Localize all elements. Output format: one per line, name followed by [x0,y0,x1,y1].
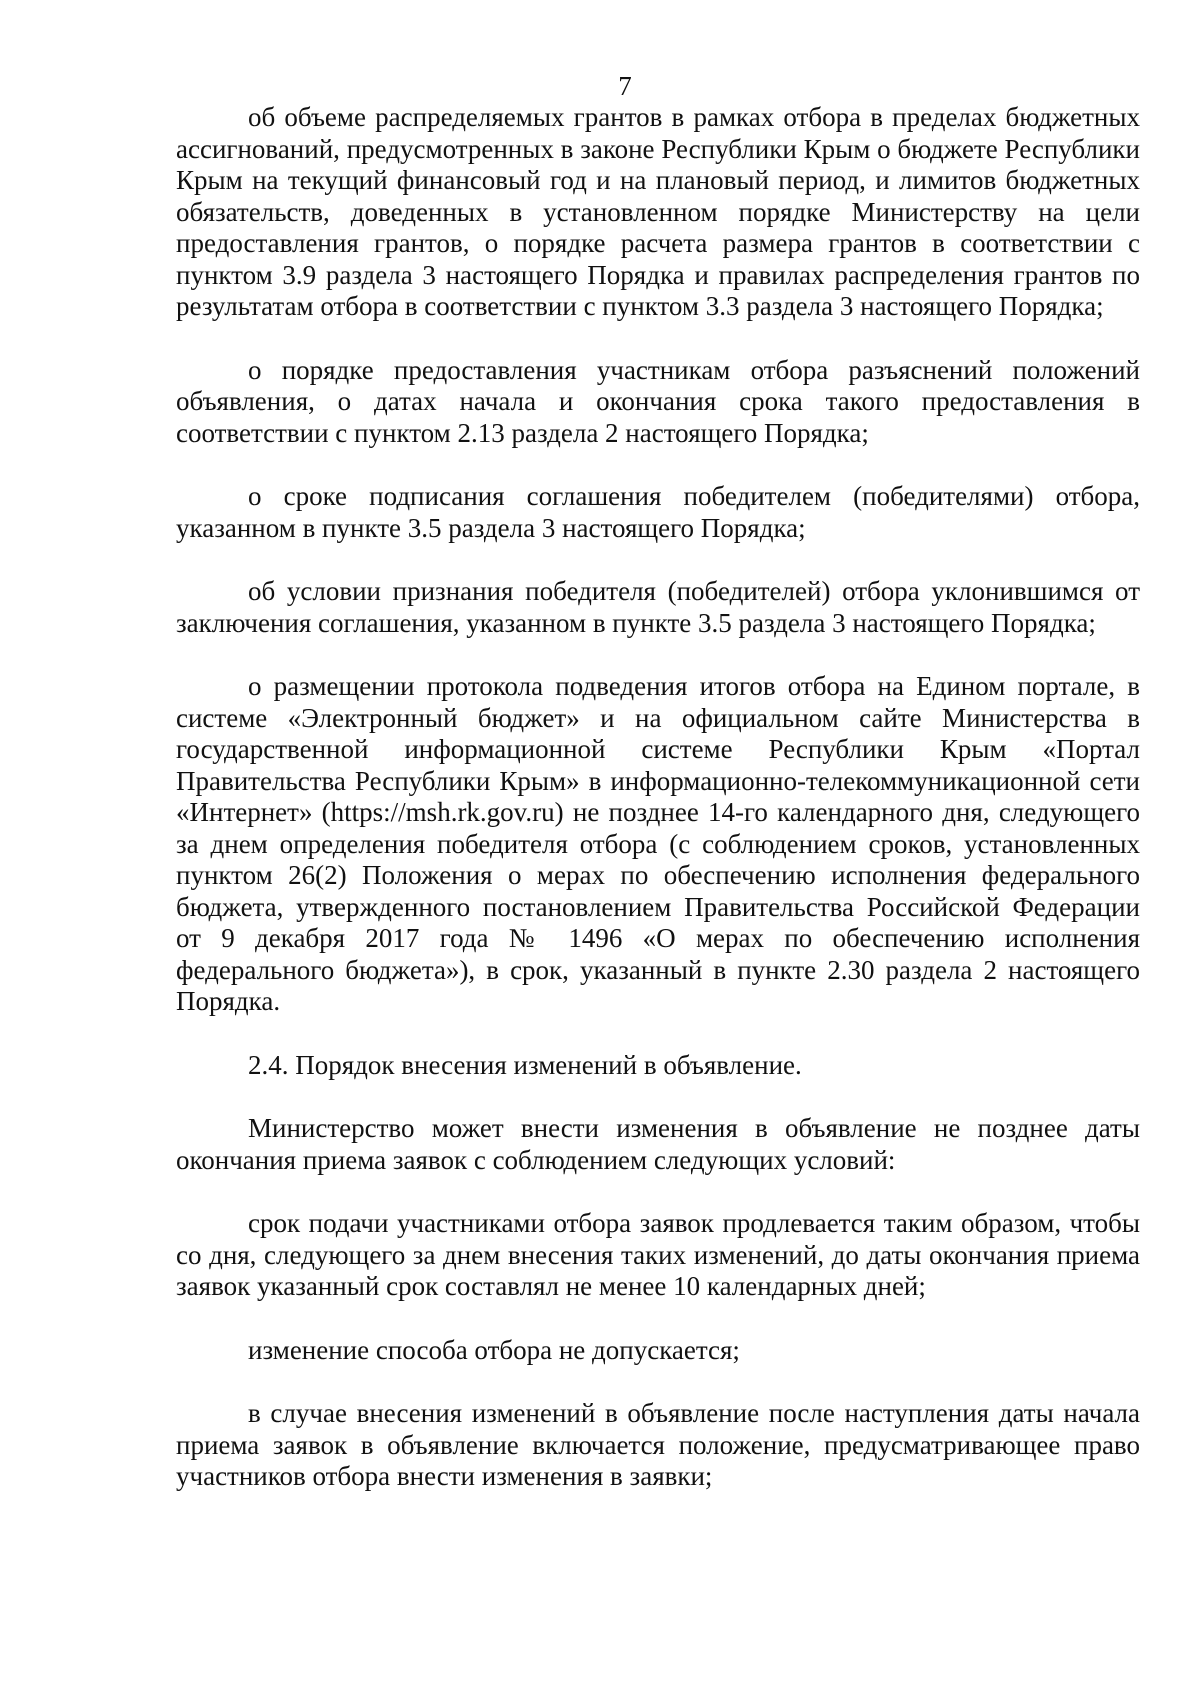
paragraph-grant-volume: об объеме распределяемых грантов в рамках отбора в пределах бюджетных ассигнований, предусмотренных в законе Республики Крым о бюджете Республики Крым на текущий финансовый год и на плановый период, и лимитов бюджетных обязательств, доведенных в установленном порядке Министерству на цели предоставления грантов, о порядке расчета размера грантов в соответствии с пунктом 3.9 раздела 3 настоящего Порядка и правилах распределения грантов по результатам отбора в соответствии с пунктом 3.3 раздела 3 настоящего Порядка; [176,102,1140,321]
paragraph-evasion-condition: об условии признания победителя (победителей) отбора уклонившимся от заключения соглашения, указанном в пункте 3.5 раздела 3 настоящего Порядка; [176,576,1140,638]
page-number: 7 [618,71,632,101]
paragraph-clarifications: о порядке предоставления участникам отбора разъяснений положений объявления, о датах начала и окончания срока такого предоставления в соответствии с пунктом 2.13 раздела 2 настоящего Порядка; [176,354,1140,448]
paragraph-signing-deadline: о сроке подписания соглашения победителем (победителями) отбора, указанном в пункте 3.5 раздела 3 настоящего Порядка; [176,481,1140,543]
section-heading-2-4: 2.4. Порядок внесения изменений в объявление. [248,1049,802,1080]
paragraph-method-change: изменение способа отбора не допускается; [248,1334,740,1365]
paragraph-application-changes: в случае внесения изменений в объявление после наступления даты начала приема заявок в объявление включается положение, предусматривающее право участников отбора внести изменения в заявки; [176,1398,1140,1491]
paragraph-protocol-publication: о размещении протокола подведения итогов отбора на Едином портале, в системе «Электронный бюджет» и на официальном сайте Министерства в государственной информационной системе Республики Крым «Портал Правительства Республики Крым» в информационно-телекоммуникационной сети «Интернет» (https://msh.rk.gov.ru) не позднее 14-го календарного дня, следующего за днем определения победителя отбора (с соблюдением сроков, установленных пунктом 26(2) Положения о мерах по обеспечению исполнения федерального бюджета, утвержденного постановлением Правительства Российской Федерации от 9 декабря 2017 года № 1496 «О мерах по обеспечению исполнения федерального бюджета»), в срок, указанный в пункте 2.30 раздела 2 настоящего Порядка. [176,671,1140,1016]
document-body [176,102,1140,1493]
paragraph-deadline-extension: срок подачи участниками отбора заявок продлевается таким образом, чтобы со дня, следующего за днем внесения таких изменений, до даты окончания приема заявок указанный срок составлял не менее 10 календарных дней; [176,1208,1140,1301]
paragraph-ministry-changes: Министерство может внести изменения в объявление не позднее даты окончания приема заявок с соблюдением следующих условий: [176,1113,1140,1175]
